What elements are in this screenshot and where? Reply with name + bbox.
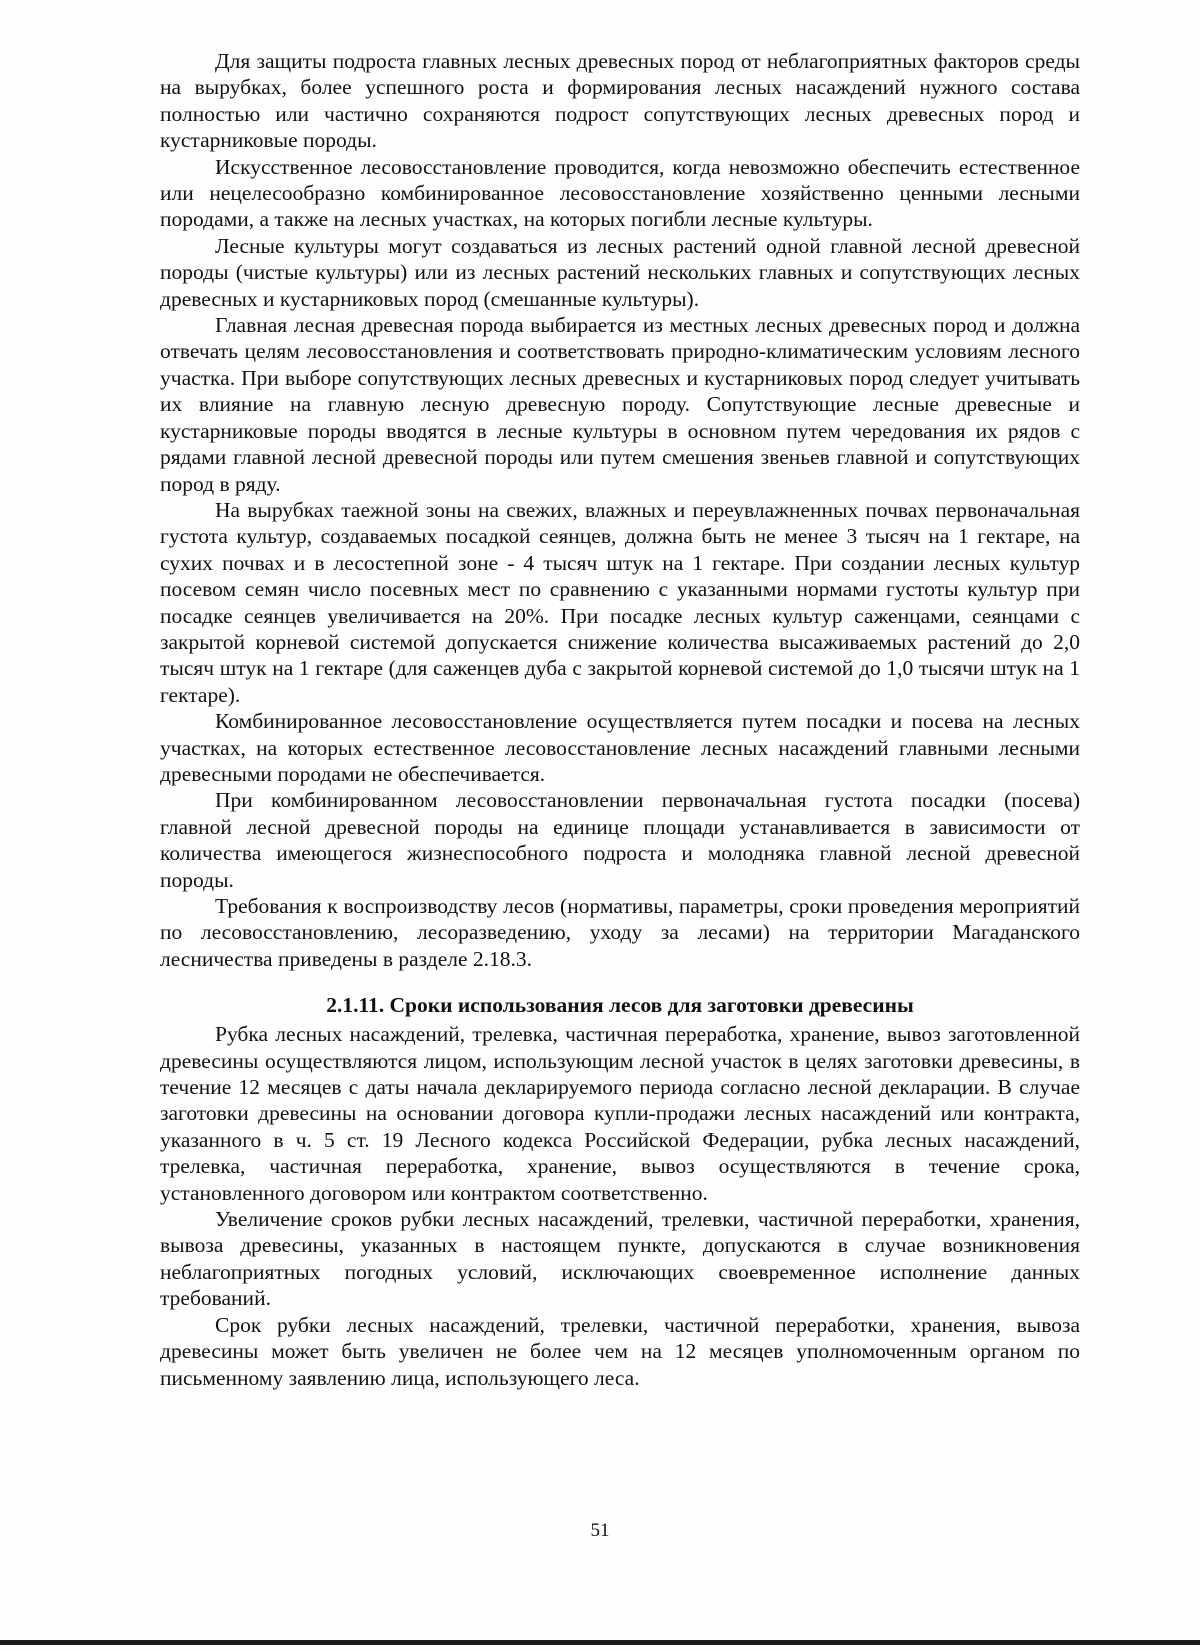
paragraph: На вырубках таежной зоны на свежих, влажных и переувлажненных почвах первоначальная густота культур, создаваемых посадкой сеянцев, должна быть не менее 3 тысяч на 1 гектаре, на сухих почвах и в лесостепной зоне - 4 тысяч штук на 1 гектаре. При создании лесных культур посевом семян число посевных мест по сравнению с указанными нормами густоты культур при посадке сеянцев увеличивается на 20%. При посадке лесных культур саженцами, сеянцами с закрытой корневой системой допускается снижение количества высаживаемых растений до 2,0 тысяч штук на 1 гектаре (для саженцев дуба с закрытой корневой системой до 1,0 тысячи штук на 1 гектаре).	[160, 497, 1080, 707]
page-number: 51	[590, 1520, 610, 1541]
paragraph: Для защиты подроста главных лесных древесных пород от неблагоприятных факторов среды на вырубках, более успешного роста и формирования лесных насаждений нужного состава полностью или частично сохраняются подрост сопутствующих лесных древесных пород и кустарниковые породы.	[160, 49, 1080, 153]
paragraph: Комбинированное лесовосстановление осуществляется путем посадки и посева на лесных участках, на которых естественное лесовосстановление лесных насаждений главными лесными древесными породами не обеспечивается.	[160, 709, 1080, 786]
paragraph: Искусственное лесовосстановление проводится, когда невозможно обеспечить естественное или нецелесообразно комбинированное лесовосстановление хозяйственно ценными лесными породами, а также на лесных участках, на которых погибли лесные культуры.	[160, 154, 1080, 232]
paragraph: Рубка лесных насаждений, трелевка, частичная переработка, хранение, вывоз заготовленной древесины осуществляются лицом, использующим лесной участок в целях заготовки древесины, в течение 12 месяцев с даты начала декларируемого периода согласно лесной декларации. В случае заготовки древесины на основании договора купли-продажи лесных насаждений или контракта, указанного в ч. 5 ст. 19 Лесного кодекса Российской Федерации, рубка лесных насаждений, трелевка, частичная переработка, хранение, вывоз осуществляются в течение срока, установленного договором или контрактом соответственно.	[160, 1022, 1080, 1205]
paragraph: Лесные культуры могут создаваться из лесных растений одной главной лесной древесной породы (чистые культуры) или из лесных растений нескольких главных и сопутствующих лесных древесных и кустарниковых пород (смешанные культуры).	[160, 233, 1080, 311]
paragraph: При комбинированном лесовосстановлении первоначальная густота посадки (посева) главной лесной древесной породы на единице площади устанавливается в зависимости от количества имеющегося жизнеспособного подроста и молодняка главной лесной древесной породы.	[160, 788, 1080, 892]
paragraph: Главная лесная древесная порода выбирается из местных лесных древесных пород и должна отвечать целям лесовосстановления и соответствовать природно-климатическим условиям лесного участка. При выборе сопутствующих лесных древесных и кустарниковых пород следует учитывать их влияние на главную лесную древесную породу. Сопутствующие лесные древесные и кустарниковые породы вводятся в лесные культуры в основном путем чередования их рядов с рядами главной лесной древесной породы или путем смешения звеньев главной и сопутствующих пород в ряду.	[160, 313, 1080, 496]
section-heading: 2.1.11. Сроки использования лесов для заготовки древесины	[326, 993, 914, 1018]
paragraph: Срок рубки лесных насаждений, трелевки, частичной переработки, хранения, вывоза древесины может быть увеличен не более чем на 12 месяцев уполномоченным органом по письменному заявлению лица, использующего леса.	[160, 1312, 1080, 1390]
paragraph: Увеличение сроков рубки лесных насаждений, трелевки, частичной переработки, хранения, вывоза древесины, указанных в настоящем пункте, допускаются в случае возникновения неблагоприятных погодных условий, исключающих своевременное исполнение данных требований.	[160, 1207, 1080, 1311]
document-body	[160, 48, 1080, 1391]
bottom-border-line	[0, 1640, 1200, 1645]
paragraph: Требования к воспроизводству лесов (нормативы, параметры, сроки проведения мероприятий по лесовосстановлению, лесоразведению, уходу за лесами) на территории Магаданского лесничества приведены в разделе 2.18.3.	[160, 894, 1080, 971]
